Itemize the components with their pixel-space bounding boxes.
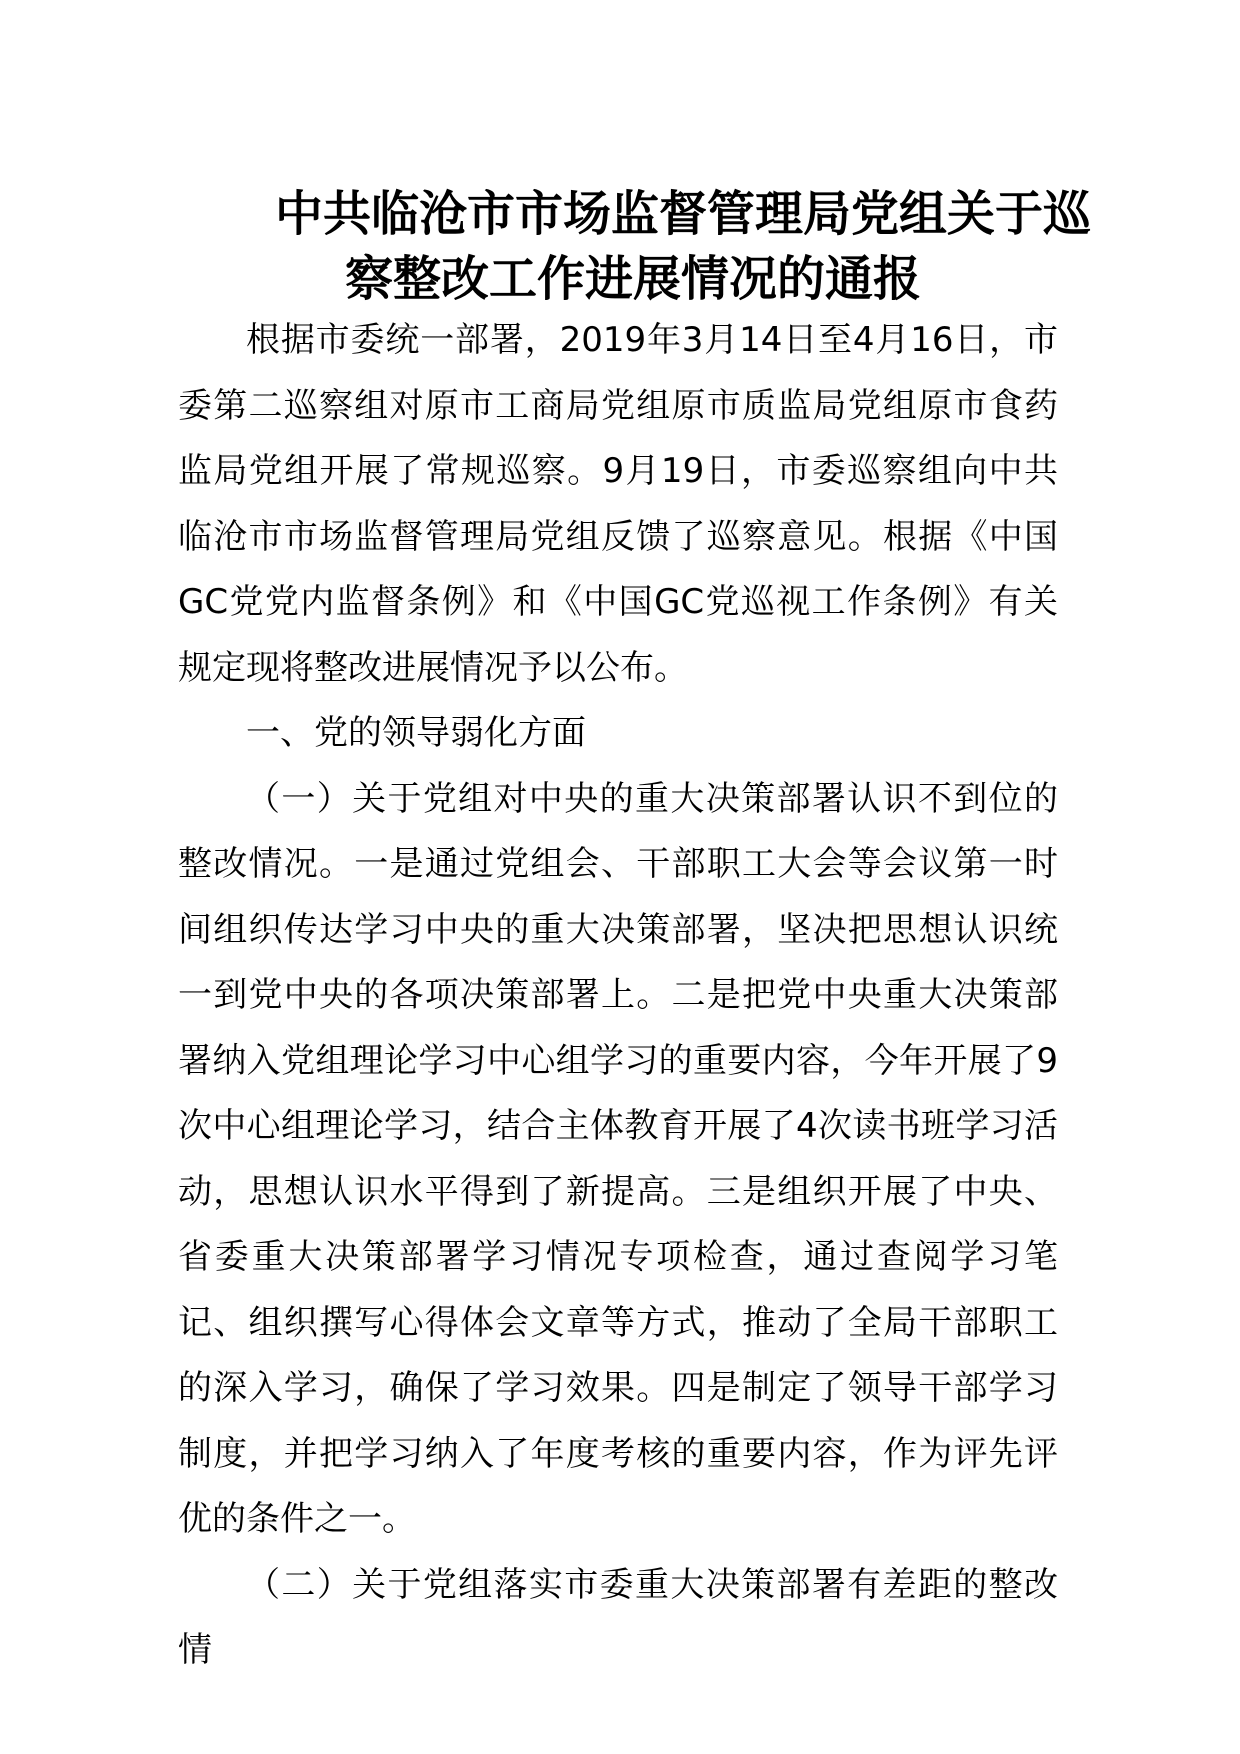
section-heading-1: 一、党的领导弱化方面 bbox=[246, 713, 586, 753]
document-title-line-2: 察整改工作进展情况的通报 bbox=[345, 251, 922, 307]
document-body bbox=[178, 308, 1058, 1684]
paragraph-item-1: （一）关于党组对中央的重大决策部署认识不到位的整改情况。一是通过党组会、干部职工大会等会议第一时间组织传达学习中央的重大决策部署，坚决把思想认识统一到党中央的各项决策部署上。二是把党中央重大决策部署纳入党组理论学习中心组学习的重要内容，今年开展了9次中心组理论学习，结合主体教育开展了4次读书班学习活动，思想认识水平得到了新提高。三是组织开展了中央、省委重大决策部署学习情况专项检查，通过查阅学习笔记、组织撰写心得体会文章等方式，推动了全局干部职工的深入学习，确保了学习效果。四是制定了领导干部学习制度，并把学习纳入了年度考核的重要内容，作为评先评优的条件之一。 bbox=[178, 778, 1058, 1539]
document-title-line-1: 中共临沧市市场监督管理局党组关于巡 bbox=[275, 186, 1092, 242]
paragraph-intro: 根据市委统一部署，2019年3月14日至4月16日，市委第二巡察组对原市工商局党组原市质监局党组原市食药监局党组开展了常规巡察。9月19日，市委巡察组向中共临沧市市场监督管理局党组反馈了巡察意见。根据《中国GC党党内监督条例》和《中国GC党巡视工作条例》有关规定现将整改进展情况予以公布。 bbox=[178, 320, 1058, 688]
paragraph-item-2: （二）关于党组落实市委重大决策部署有差距的整改情 bbox=[178, 1564, 1058, 1670]
